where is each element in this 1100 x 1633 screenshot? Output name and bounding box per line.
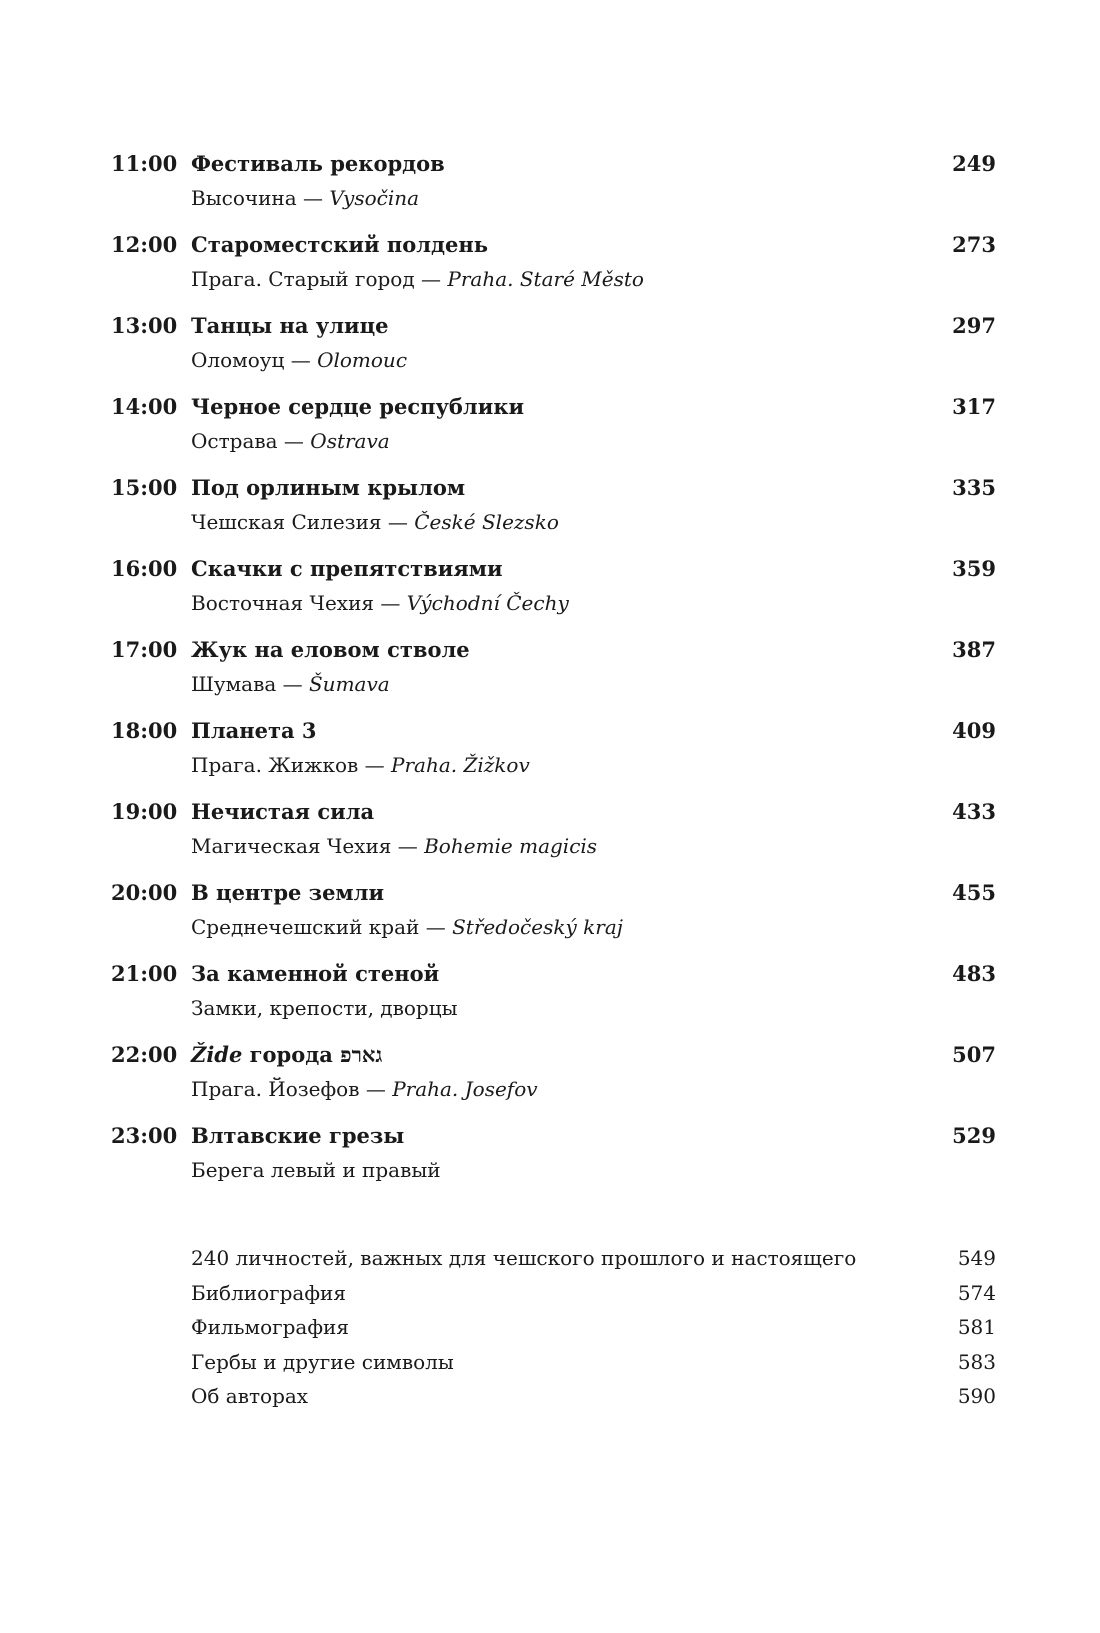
entry-subtitle: Прага. Жижков — Praha. Žižkov [191, 753, 530, 777]
entry-page-number: 455 [952, 880, 996, 905]
entry-time: 22:00 [111, 1042, 178, 1067]
entry-title: Скачки с препятствиями [191, 556, 503, 581]
entry-page-number: 359 [952, 556, 996, 581]
entry-title: Планета 3 [191, 718, 317, 743]
entry-page-number: 387 [952, 637, 996, 662]
entry-page-number: 297 [952, 313, 996, 338]
entry-time: 17:00 [111, 637, 178, 662]
entry-title: За каменной стеной [191, 961, 440, 986]
entry-time: 11:00 [111, 151, 178, 176]
appendix-label: Библиография [191, 1280, 346, 1305]
entry-page-number: 335 [952, 475, 996, 500]
toc-entry [111, 717, 996, 798]
entry-subtitle: Острава — Ostrava [191, 429, 390, 453]
entry-page-number: 433 [952, 799, 996, 824]
entry-title: Жук на еловом стволе [191, 637, 470, 662]
entry-time: 12:00 [111, 232, 178, 257]
toc-entry [111, 1041, 996, 1122]
toc-entry [111, 474, 996, 555]
entry-subtitle: Высочина — Vysočina [191, 186, 420, 210]
entry-title: Нечистая сила [191, 799, 375, 824]
entry-page-number: 529 [952, 1123, 996, 1148]
entry-subtitle: Прага. Старый город — Praha. Staré Město [191, 267, 644, 291]
entry-subtitle: Магическая Чехия — Bohemie magicis [191, 834, 598, 858]
entry-time: 14:00 [111, 394, 178, 419]
entry-subtitle: Оломоуц — Olomouc [191, 348, 408, 372]
entry-subtitle: Берега левый и правый [191, 1158, 441, 1182]
entry-title: Žide города גארפ [191, 1042, 383, 1067]
entry-time: 16:00 [111, 556, 178, 581]
table-of-contents [111, 150, 996, 1203]
entry-title: Черное сердце республики [191, 394, 525, 419]
appendix-item [191, 1244, 996, 1279]
appendix-item [191, 1382, 996, 1417]
entry-page-number: 507 [952, 1042, 996, 1067]
appendix-page-number: 581 [957, 1315, 996, 1339]
entry-title: Под орлиным крылом [191, 475, 466, 500]
appendix-page-number: 549 [957, 1246, 996, 1270]
entry-page-number: 483 [952, 961, 996, 986]
entry-subtitle: Прага. Йозефов — Praha. Josefov [191, 1077, 538, 1101]
toc-entry [111, 231, 996, 312]
appendix-item [191, 1279, 996, 1314]
entry-time: 20:00 [111, 880, 178, 905]
toc-entry [111, 636, 996, 717]
entry-subtitle: Замки, крепости, дворцы [191, 996, 458, 1020]
entry-time: 18:00 [111, 718, 178, 743]
appendix-item [191, 1313, 996, 1348]
toc-entry [111, 960, 996, 1041]
appendix-page-number: 590 [957, 1384, 996, 1408]
appendix-label: Об авторах [191, 1384, 309, 1408]
appendix-page-number: 583 [957, 1349, 996, 1374]
entry-title: Влтавские грезы [191, 1123, 405, 1148]
entry-subtitle: Восточная Чехия — Východní Čechy [191, 591, 569, 615]
entry-title: Танцы на улице [191, 313, 389, 338]
appendix-label: Гербы и другие символы [191, 1349, 454, 1374]
entry-title: Фестиваль рекордов [191, 151, 445, 176]
toc-entry [111, 879, 996, 960]
entry-time: 19:00 [111, 799, 178, 824]
entry-page-number: 249 [952, 151, 996, 176]
appendix-page-number: 574 [957, 1280, 996, 1305]
entry-page-number: 317 [952, 394, 996, 419]
appendix-label: 240 личностей, важных для чешского прошлого и настоящего [191, 1246, 857, 1270]
toc-entry [111, 150, 996, 231]
entry-subtitle: Чешская Силезия — České Slezsko [191, 510, 559, 534]
entry-subtitle: Шумава — Šumava [191, 672, 390, 696]
entry-title: Староместский полдень [191, 232, 489, 257]
entry-subtitle: Среднечешский край — Středočeský kraj [191, 915, 623, 939]
entry-time: 23:00 [111, 1123, 178, 1148]
entry-page-number: 273 [952, 232, 996, 257]
appendix-list [191, 1244, 996, 1417]
entry-time: 21:00 [111, 961, 178, 986]
entry-time: 15:00 [111, 475, 178, 500]
toc-entry [111, 555, 996, 636]
entry-time: 13:00 [111, 313, 178, 338]
toc-entry [111, 1122, 996, 1203]
entry-page-number: 409 [952, 718, 996, 743]
entry-title: В центре земли [191, 880, 385, 905]
appendix-label: Фильмография [191, 1315, 349, 1339]
appendix-item [191, 1348, 996, 1383]
toc-entry [111, 312, 996, 393]
toc-entry [111, 393, 996, 474]
toc-entry [111, 798, 996, 879]
